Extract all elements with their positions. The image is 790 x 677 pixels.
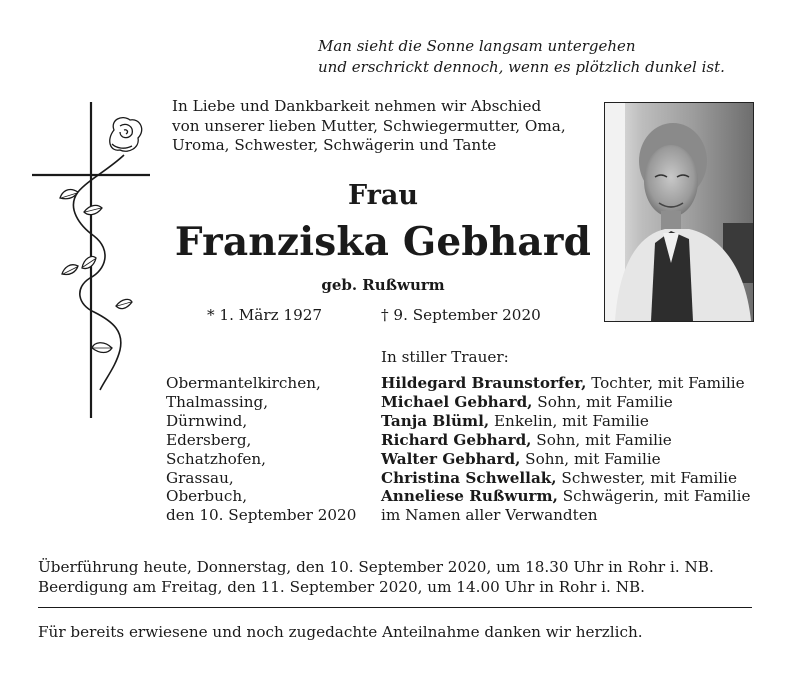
mourner-name: Christina Schwellak,	[381, 468, 557, 487]
place-item: Dürnwind,	[166, 411, 248, 430]
cross-with-rose-icon	[28, 100, 154, 420]
intro-line: Uroma, Schwester, Schwägerin und Tante	[172, 136, 497, 154]
mourner-relation: Sohn, mit Familie	[520, 449, 661, 468]
mourner-item	[381, 506, 750, 525]
motto-line: und erschrickt dennoch, wenn es plötzlich dunkel ist.	[318, 58, 725, 76]
mourner-relation: Sohn, mit Familie	[532, 392, 673, 411]
thanks-text: Für bereits erwiesene und noch zugedachte Anteilnahme danken wir herzlich.	[38, 623, 643, 641]
mourner-relation: Sohn, mit Familie	[531, 430, 672, 449]
mourner-item	[381, 431, 750, 450]
place-item: Grassau,	[166, 468, 234, 487]
mourner-relation: Schwester, mit Familie	[556, 468, 737, 487]
place-item: den 10. September 2020	[166, 506, 357, 525]
mourners-list	[381, 374, 750, 525]
mourner-relation: Tochter, mit Familie	[586, 374, 745, 392]
places-list	[166, 374, 356, 525]
funeral-notice	[38, 557, 714, 597]
mourner-name: Walter Gebhard,	[381, 449, 521, 468]
mourner-item	[381, 469, 750, 488]
mourning-heading: In stiller Trauer:	[381, 348, 509, 366]
mourner-item	[381, 374, 750, 393]
place-item: Oberbuch,	[166, 487, 248, 506]
intro-line: von unserer lieben Mutter, Schwiegermutter, Oma,	[172, 116, 566, 135]
place-item: Edersberg,	[166, 430, 252, 449]
mourner-relation: Schwägerin, mit Familie	[557, 487, 751, 506]
mourner-item	[381, 487, 750, 506]
birth-date: * 1. März 1927	[207, 306, 323, 324]
mourner-item	[381, 412, 750, 431]
place-item: Thalmassing,	[166, 392, 269, 411]
mourner-relation: im Namen aller Verwandten	[381, 506, 598, 525]
motto-line: Man sieht die Sonne langsam untergehen	[318, 37, 636, 55]
mourner-item	[381, 450, 750, 469]
intro-text	[172, 97, 566, 156]
place-item: Obermantelkirchen,	[166, 374, 321, 392]
motto-verse	[318, 36, 725, 78]
place-item: Schatzhofen,	[166, 449, 266, 468]
deceased-name: Franziska Gebhard	[174, 219, 592, 265]
mourner-relation: Enkelin, mit Familie	[489, 411, 649, 430]
mourner-name: Michael Gebhard,	[381, 392, 533, 411]
mourner-name: Tanja Blüml,	[381, 411, 490, 430]
mourner-name: Anneliese Rußwurm,	[381, 487, 558, 506]
death-date: † 9. September 2020	[381, 306, 541, 324]
notice-line: Beerdigung am Freitag, den 11. September 2020, um 14.00 Uhr in Rohr i. NB.	[38, 578, 645, 596]
birth-name: geb. Rußwurm	[321, 276, 445, 294]
portrait-photo	[604, 102, 754, 322]
mourner-name: Richard Gebhard,	[381, 430, 532, 449]
salutation: Frau	[347, 180, 419, 211]
divider	[38, 607, 752, 608]
mourner-item	[381, 393, 750, 412]
notice-line: Überführung heute, Donnerstag, den 10. September 2020, um 18.30 Uhr in Rohr i. NB.	[38, 558, 714, 576]
mourner-name: Hildegard Braunstorfer,	[381, 374, 587, 392]
intro-line: In Liebe und Dankbarkeit nehmen wir Abschied	[172, 97, 542, 115]
